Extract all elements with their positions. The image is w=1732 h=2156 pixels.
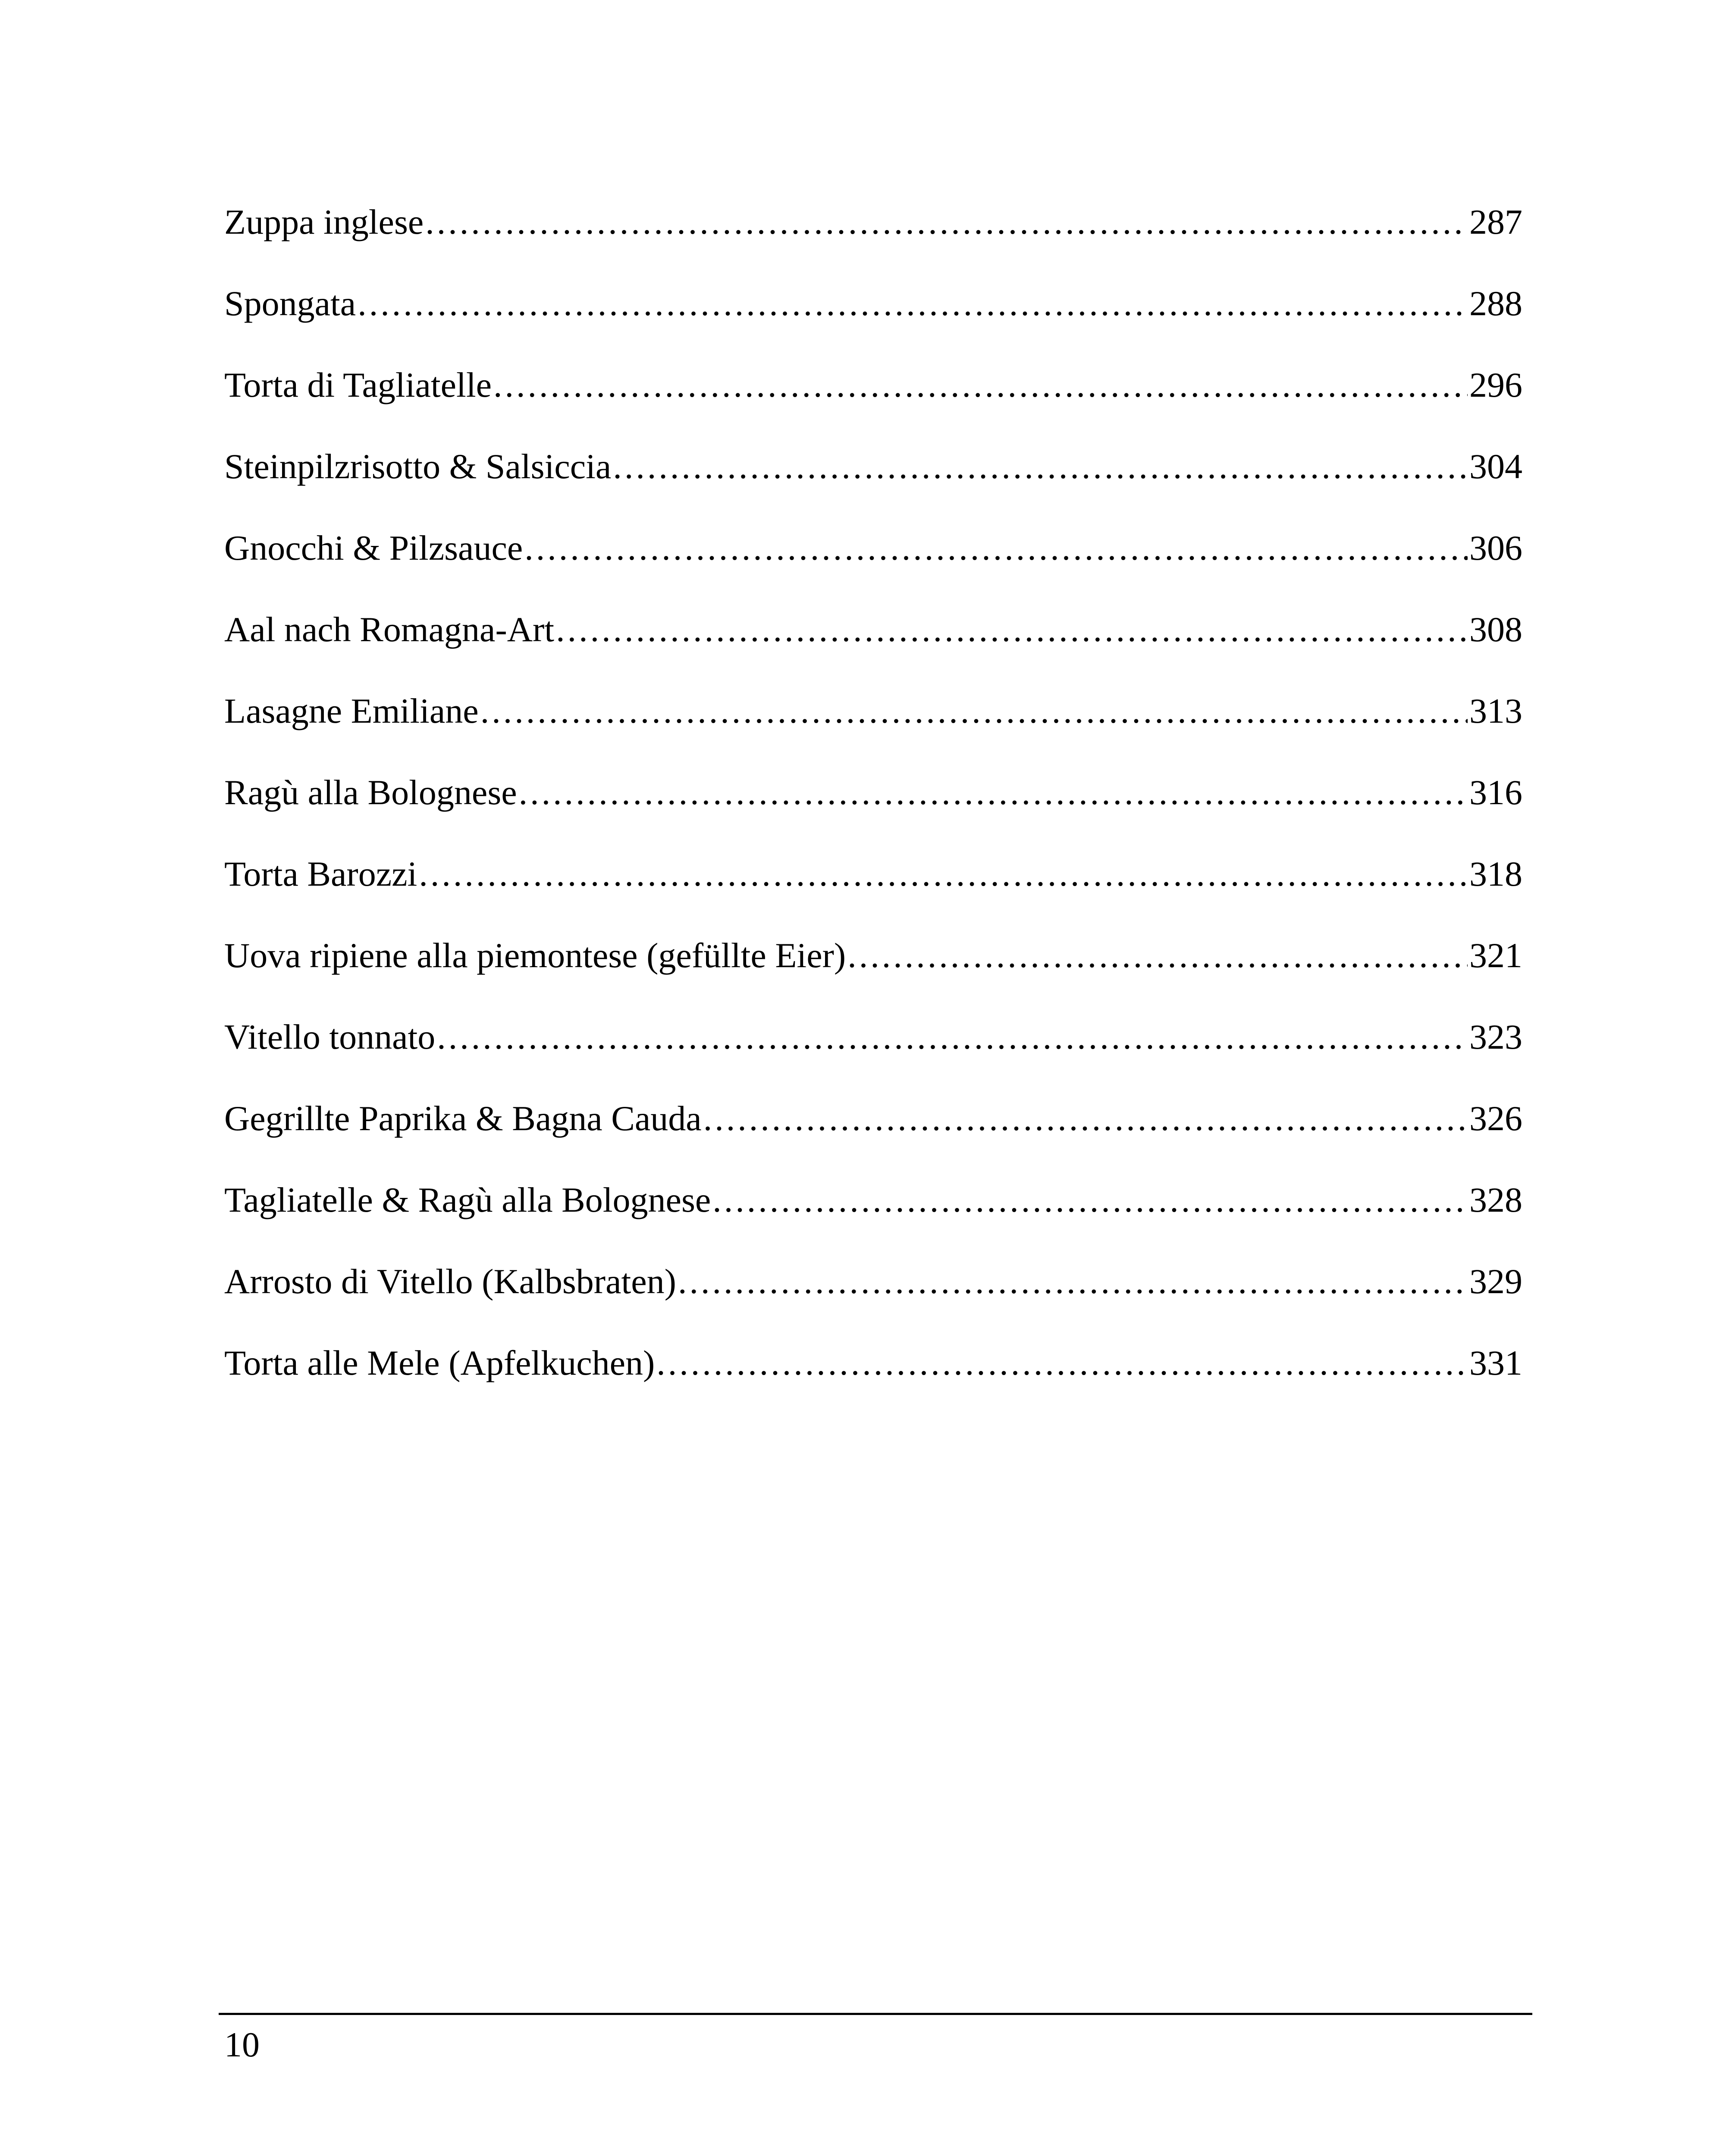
toc-entry-page: 304 — [1469, 447, 1522, 486]
toc-leader-dots — [358, 263, 1468, 344]
toc-entry[interactable] — [224, 589, 1522, 670]
toc-entry-page: 328 — [1469, 1180, 1522, 1219]
toc-entry-title: Arrosto di Vitello (Kalbsbraten) — [224, 1262, 676, 1301]
toc-entry-page: 287 — [1469, 202, 1522, 241]
toc-entry-page: 288 — [1469, 284, 1522, 323]
toc-leader-dots — [847, 915, 1468, 996]
toc-leader-dots — [656, 1322, 1468, 1404]
toc-entry-page: 296 — [1469, 365, 1522, 404]
table-of-contents — [224, 181, 1522, 1404]
toc-entry-title: Uova ripiene alla piemontese (gefüllte Eier) — [224, 936, 846, 975]
toc-leader-dots — [613, 426, 1468, 507]
toc-entry-title: Spongata — [224, 284, 356, 323]
toc-entry-page: 308 — [1469, 610, 1522, 649]
toc-entry-title: Lasagne Emiliane — [224, 691, 479, 730]
footer-divider — [219, 2013, 1532, 2015]
toc-leader-dots — [437, 996, 1468, 1078]
toc-entry-page: 326 — [1469, 1099, 1522, 1138]
toc-entry-page: 323 — [1469, 1017, 1522, 1056]
toc-entry[interactable] — [224, 915, 1522, 996]
toc-entry-title: Tagliatelle & Ragù alla Bolognese — [224, 1180, 711, 1219]
toc-entry-title: Aal nach Romagna-Art — [224, 610, 555, 649]
toc-leader-dots — [712, 1159, 1468, 1241]
toc-entry[interactable] — [224, 996, 1522, 1078]
toc-leader-dots — [678, 1241, 1468, 1322]
toc-entry[interactable] — [224, 507, 1522, 589]
toc-entry-page: 316 — [1469, 773, 1522, 812]
toc-entry-title: Torta Barozzi — [224, 854, 417, 893]
toc-entry[interactable] — [224, 1322, 1522, 1404]
toc-entry-page: 331 — [1469, 1343, 1522, 1382]
toc-entry[interactable] — [224, 752, 1522, 833]
toc-leader-dots — [425, 181, 1468, 263]
toc-entry-page: 306 — [1469, 528, 1522, 567]
toc-entry[interactable] — [224, 344, 1522, 426]
toc-entry[interactable] — [224, 1241, 1522, 1322]
toc-entry-page: 329 — [1469, 1262, 1522, 1301]
toc-entry[interactable] — [224, 181, 1522, 263]
toc-leader-dots — [480, 670, 1468, 752]
toc-entry-title: Gnocchi & Pilzsauce — [224, 528, 523, 567]
toc-entry[interactable] — [224, 426, 1522, 507]
toc-entry-page: 313 — [1469, 691, 1522, 730]
toc-entry-title: Ragù alla Bolognese — [224, 773, 517, 812]
toc-leader-dots — [493, 344, 1468, 426]
toc-entry-title: Torta di Tagliatelle — [224, 365, 492, 404]
toc-leader-dots — [519, 752, 1468, 833]
toc-leader-dots — [419, 833, 1468, 915]
toc-entry-title: Zuppa inglese — [224, 202, 424, 241]
toc-entry-title: Gegrillte Paprika & Bagna Cauda — [224, 1099, 702, 1138]
toc-entry[interactable] — [224, 833, 1522, 915]
toc-entry[interactable] — [224, 263, 1522, 344]
toc-entry-page: 321 — [1469, 936, 1522, 975]
toc-leader-dots — [556, 589, 1468, 670]
toc-entry[interactable] — [224, 1078, 1522, 1159]
toc-entry-title: Torta alle Mele (Apfelkuchen) — [224, 1343, 655, 1382]
toc-leader-dots — [703, 1078, 1468, 1159]
toc-entry-page: 318 — [1469, 854, 1522, 893]
toc-leader-dots — [524, 507, 1468, 589]
toc-entry-title: Steinpilzrisotto & Salsiccia — [224, 447, 612, 486]
page-number: 10 — [224, 2025, 260, 2064]
toc-entry[interactable] — [224, 1159, 1522, 1241]
toc-entry-title: Vitello tonnato — [224, 1017, 436, 1056]
toc-entry[interactable] — [224, 670, 1522, 752]
